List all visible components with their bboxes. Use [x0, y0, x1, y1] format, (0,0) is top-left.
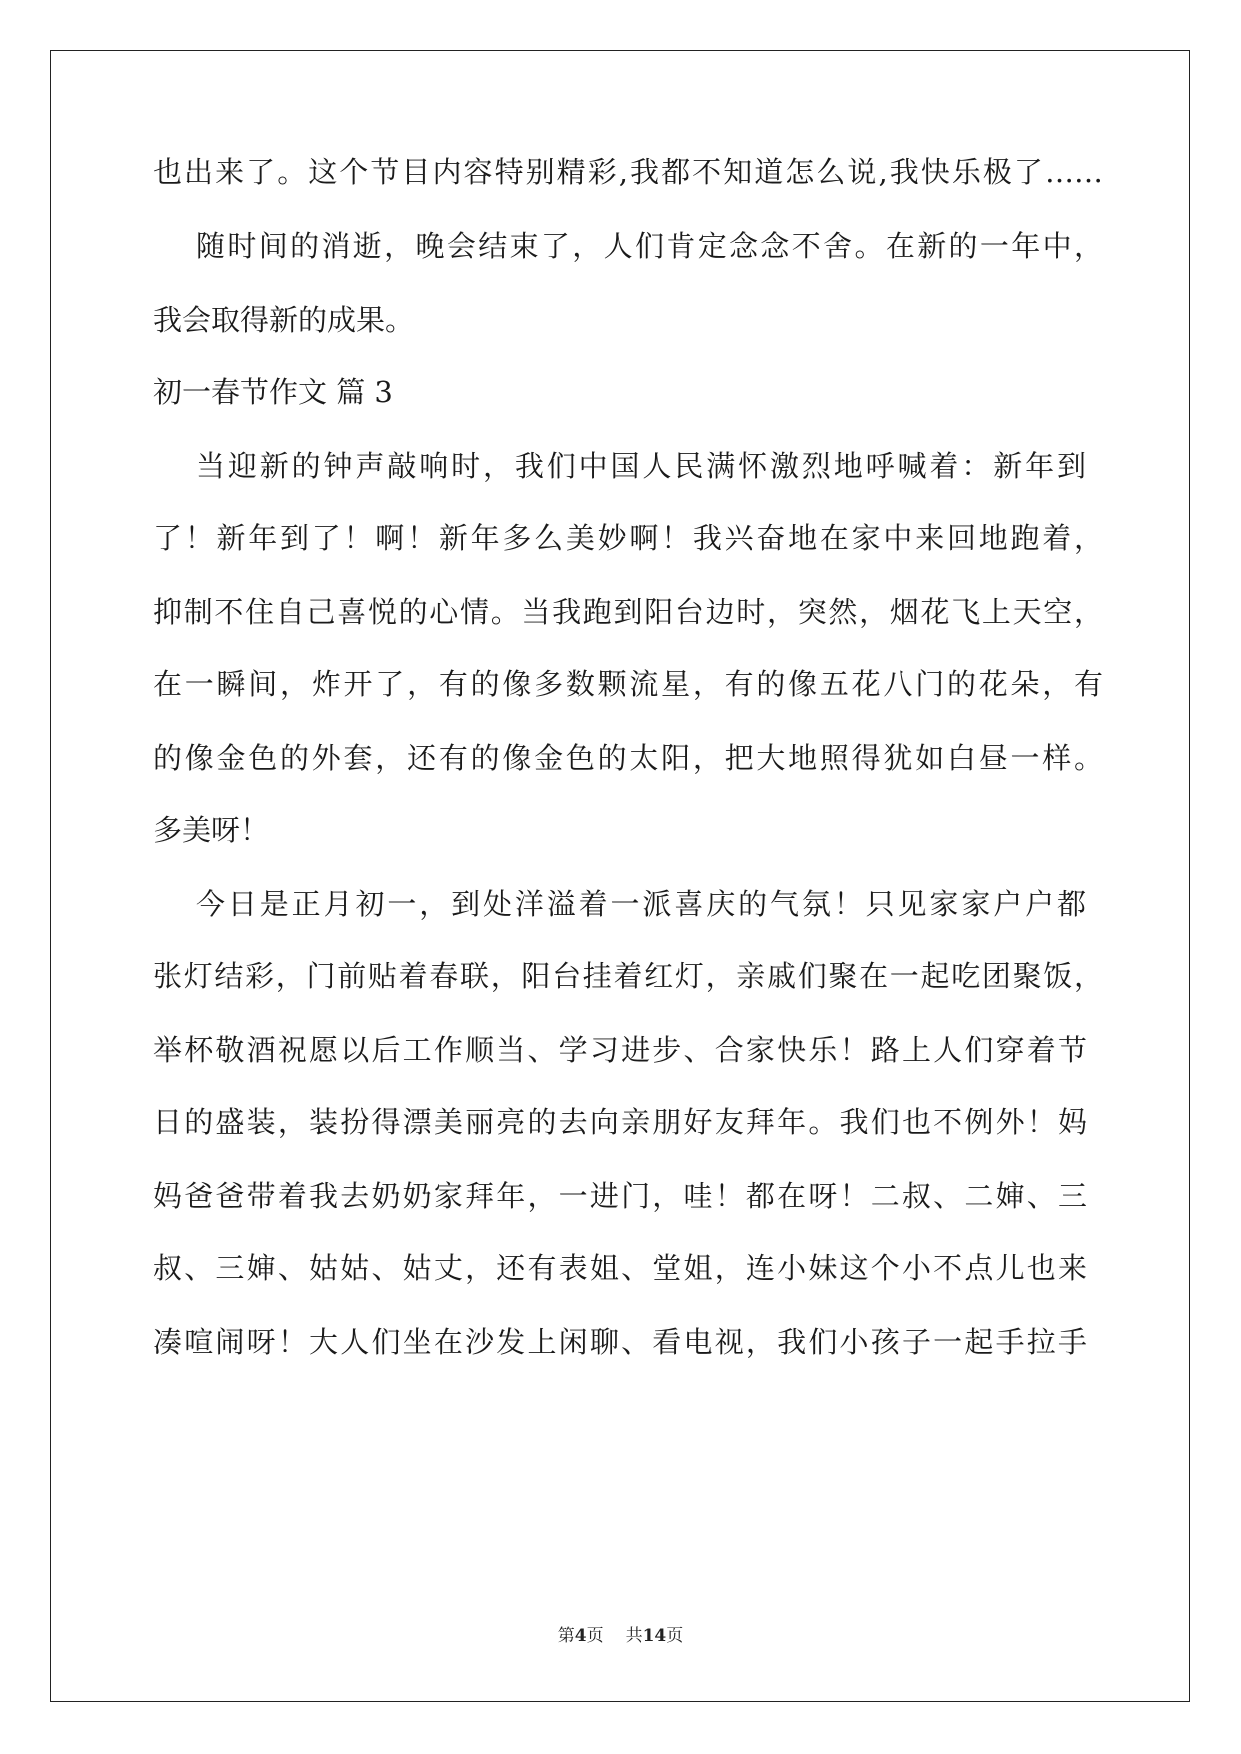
- paragraph-line: 随时间的消逝，晚会结束了，人们肯定念念不舍。在新的一年中，: [196, 229, 1103, 263]
- paragraph-line: 了！新年到了！啊！新年多么美妙啊！我兴奋地在家中来回地跑着，: [153, 521, 1103, 555]
- total-pages-number: 14: [642, 1626, 667, 1646]
- paragraph-line: 也出来了。这个节目内容特别精彩,我都不知道怎么说,我快乐极了……: [153, 155, 1103, 189]
- total-suffix: 页: [666, 1626, 684, 1646]
- paragraph-line: 抑制不住自己喜悦的心情。当我跑到阳台边时，突然，烟花飞上天空，: [153, 595, 1103, 629]
- paragraph-line: 我会取得新的成果。: [153, 303, 415, 337]
- paragraph-line: 在一瞬间，炸开了，有的像多数颗流星，有的像五花八门的花朵，有: [153, 667, 1103, 701]
- page-prefix: 第: [557, 1626, 575, 1646]
- paragraph-line: 凑喧闹呀！大人们坐在沙发上闲聊、看电视，我们小孩子一起手拉手: [153, 1325, 1087, 1359]
- page-suffix: 页: [586, 1626, 604, 1646]
- section-heading: 初一春节作文 篇 3: [153, 375, 393, 409]
- current-page-number: 4: [574, 1626, 587, 1646]
- paragraph-line: 多美呀！: [153, 813, 270, 847]
- page-footer: [0, 1624, 1241, 1648]
- paragraph-line: 张灯结彩，门前贴着春联，阳台挂着红灯，亲戚们聚在一起吃团聚饭，: [153, 959, 1103, 993]
- page-border: [50, 50, 1190, 1702]
- paragraph-line: 叔、三婶、姑姑、姑丈，还有表姐、堂姐，连小妹这个小不点儿也来: [153, 1251, 1087, 1285]
- paragraph-line: 的像金色的外套，还有的像金色的太阳，把大地照得犹如白昼一样。: [153, 741, 1103, 775]
- paragraph-line: 举杯敬酒祝愿以后工作顺当、学习进步、合家快乐！路上人们穿着节: [153, 1033, 1087, 1067]
- paragraph-line: 当迎新的钟声敲响时，我们中国人民满怀激烈地呼喊着：新年到: [196, 449, 1086, 483]
- paragraph-line: 今日是正月初一，到处洋溢着一派喜庆的气氛！只见家家户户都: [196, 887, 1086, 921]
- paragraph-line: 妈爸爸带着我去奶奶家拜年，一进门，哇！都在呀！二叔、二婶、三: [153, 1179, 1087, 1213]
- total-prefix: 共: [625, 1626, 643, 1646]
- paragraph-line: 日的盛装，装扮得漂美丽亮的去向亲朋好友拜年。我们也不例外！妈: [153, 1105, 1087, 1139]
